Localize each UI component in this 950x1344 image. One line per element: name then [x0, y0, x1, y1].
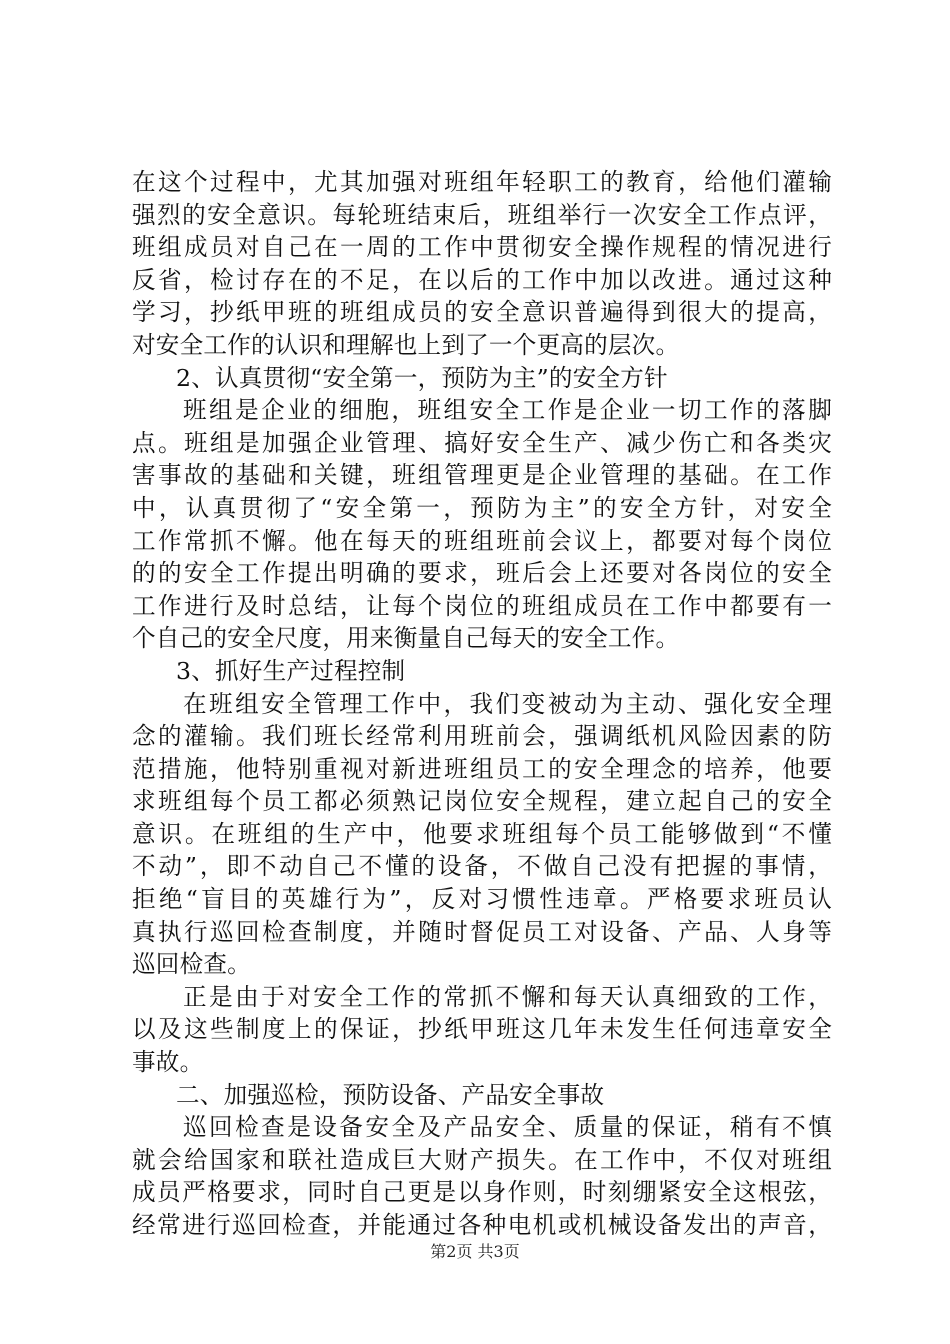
text-line: 的的安全工作提出明确的要求，班后会上还要对各岗位的安全	[132, 559, 832, 588]
text-line: 点。班组是加强企业管理、搞好安全生产、减少伤亡和各类灾	[132, 428, 832, 457]
text-line: 强烈的安全意识。每轮班结束后，班组举行一次安全工作点评，	[132, 200, 832, 229]
text-line: 就会给国家和联社造成巨大财产损失。在工作中，不仅对班组	[132, 1145, 832, 1174]
text-line: 在这个过程中，尤其加强对班组年轻职工的教育，给他们灌输	[132, 168, 832, 196]
text-line: 求班组每个员工都必须熟记岗位安全规程，建立起自己的安全	[132, 787, 832, 816]
section-heading: 3、抓好生产过程控制	[176, 656, 406, 685]
text-line: 念的灌输。我们班长经常利用班前会，强调纸机风险因素的防	[132, 722, 832, 751]
page-footer: 第2页 共3页	[430, 1242, 520, 1261]
text-line: 对安全工作的认识和理解也上到了一个更高的层次。	[132, 330, 680, 359]
text-line: 真执行巡回检查制度，并随时督促员工对设备、产品、人身等	[132, 917, 832, 946]
text-line: 巡回检查。	[132, 950, 251, 979]
text-line: 班组成员对自己在一周的工作中贯彻安全操作规程的情况进行	[132, 233, 832, 262]
section-heading: 二、加强巡检，预防设备、产品安全事故	[176, 1080, 605, 1109]
text-line: 在班组安全管理工作中，我们变被动为主动、强化安全理	[183, 689, 832, 718]
text-line: 正是由于对安全工作的常抓不懈和每天认真细致的工作，	[183, 982, 832, 1011]
text-line: 以及这些制度上的保证，抄纸甲班这几年未发生任何违章安全	[132, 1015, 832, 1044]
text-line: 工作常抓不懈。他在每天的班组班前会议上，都要对每个岗位	[132, 526, 832, 555]
text-line: 成员严格要求，同时自己更是以身作则，时刻绷紧安全这根弦，	[132, 1178, 832, 1207]
text-line: 中，认真贯彻了“安全第一，预防为主”的安全方针，对安全	[132, 493, 832, 522]
text-line: 工作进行及时总结，让每个岗位的班组成员在工作中都要有一	[132, 591, 832, 620]
text-line: 害事故的基础和关键，班组管理更是企业管理的基础。在工作	[132, 461, 832, 490]
text-line: 拒绝“盲目的英雄行为”，反对习惯性违章。严格要求班员认	[132, 885, 832, 914]
text-line: 范措施，他特别重视对新进班组员工的安全理念的培养，他要	[132, 754, 832, 783]
text-line: 事故。	[132, 1048, 204, 1077]
text-line: 反省，检讨存在的不足，在以后的工作中加以改进。通过这种	[132, 265, 832, 294]
text-line: 班组是企业的细胞，班组安全工作是企业一切工作的落脚	[183, 396, 832, 425]
section-heading: 2、认真贯彻“安全第一，预防为主”的安全方针	[176, 363, 668, 392]
text-line: 巡回检查是设备安全及产品安全、质量的保证，稍有不慎	[183, 1113, 832, 1142]
text-line: 经常进行巡回检查，并能通过各种电机或机械设备发出的声音，	[132, 1211, 832, 1239]
text-line: 不动”，即不动自己不懂的设备，不做自己没有把握的事情，	[132, 852, 832, 881]
text-line: 意识。在班组的生产中，他要求班组每个员工能够做到“不懂	[132, 819, 832, 848]
document-body	[132, 166, 832, 1242]
text-line: 个自己的安全尺度，用来衡量自己每天的安全工作。	[132, 624, 680, 653]
text-line: 学习，抄纸甲班的班组成员的安全意识普遍得到很大的提高，	[132, 298, 832, 327]
